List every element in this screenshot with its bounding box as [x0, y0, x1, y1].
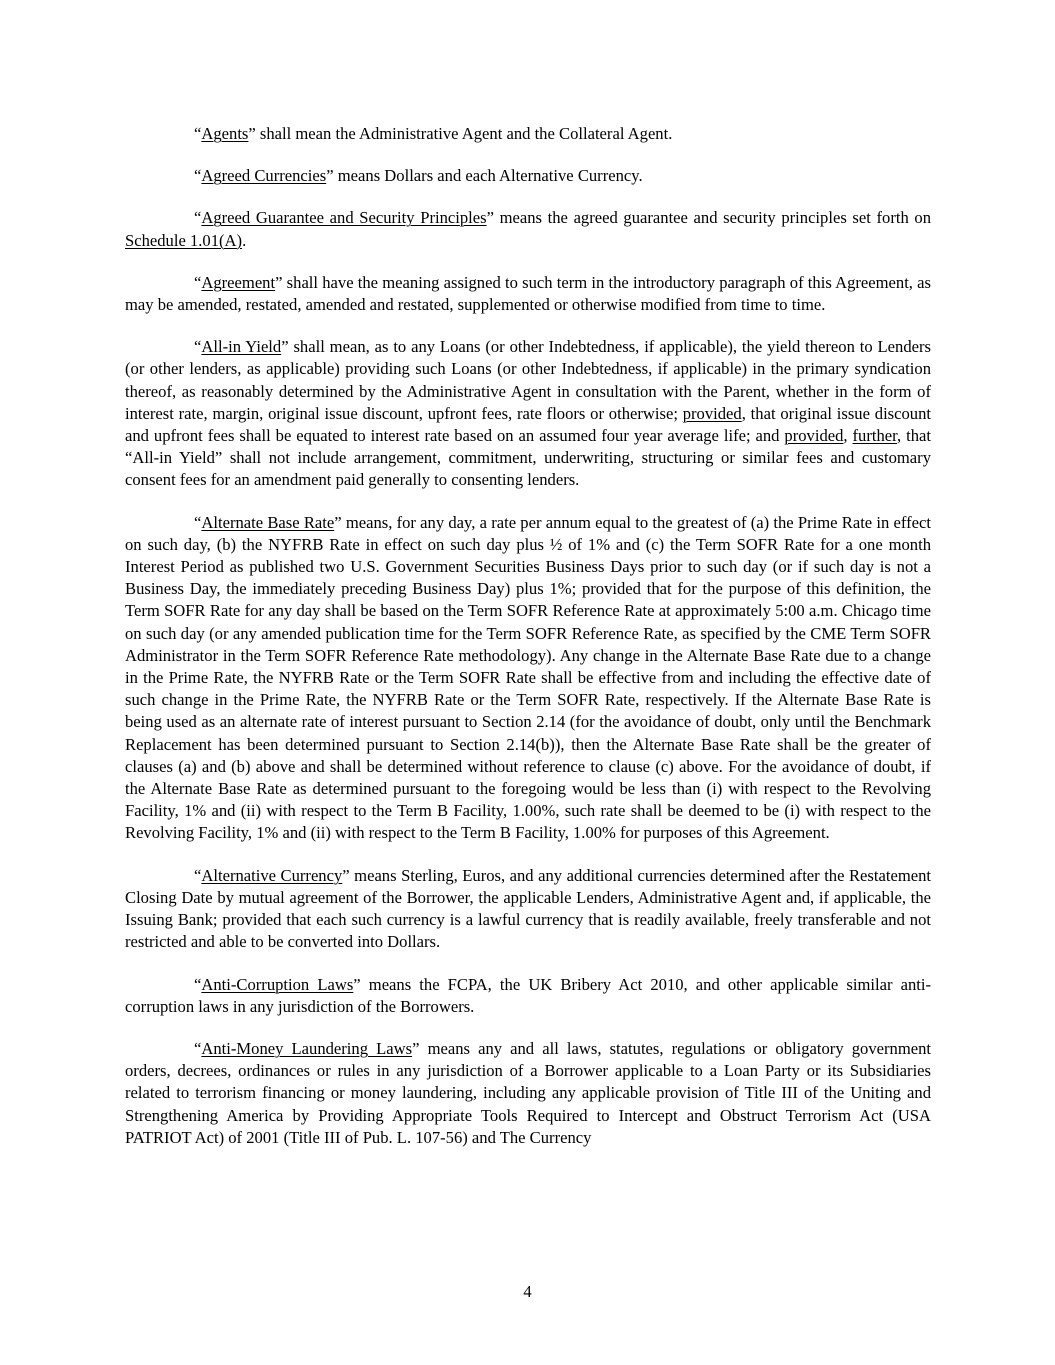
page-number: 4 [523, 1282, 532, 1301]
open-quote: “ [194, 512, 202, 532]
definition-text: means the FCPA, the UK Bribery Act 2010, and other applicable similar anti-corruption laws in any jurisdiction of the Borrowers. [125, 974, 932, 1016]
open-quote: “ [194, 974, 202, 994]
open-quote: “ [194, 865, 202, 885]
defined-term: Agreed Guarantee and Security Principles [201, 208, 487, 228]
definition-text: shall mean, as to any Loans (or other Indebtedness, if applicable), the yield thereon to Lenders (or other lenders, as applicable) providing such Loans (or other Indebtedness, if applicable) in the primary syndication thereof, as reasonably determined by the Administrative Agent in consultation with the Parent, whether in the form of interest rate, margin, original issue discount, upfront fees, rate floors or otherwise; [125, 337, 931, 423]
definition-text: shall mean the Administrative Agent and the Collateral Agent. [255, 124, 673, 143]
definition-agreed-guarantee [125, 207, 931, 251]
defined-term: Anti-Corruption Laws [201, 974, 354, 994]
close-quote: ” [412, 1038, 420, 1058]
open-quote: “ [194, 272, 202, 292]
further-term: further [852, 426, 898, 446]
definition-agreement [125, 272, 931, 316]
definition-text: means any and all laws, statutes, regulations or obligatory government orders, decrees, ordinances or rules in any jurisdiction of a Borrower applicable to a Loan Party or its Subsidiaries related to terrorism financing or money laundering, including any applicable provision of Title III of the Uniting and Strengthening America by Providing Appropriate Tools Required to Intercept and Obstruct Terrorism Act (USA PATRIOT Act) of 2001 (Title III of Pub. L. 107-56) and The Currency [125, 1038, 931, 1147]
open-quote: “ [194, 1038, 202, 1058]
close-quote: ” [248, 124, 256, 143]
close-quote: ” [486, 208, 494, 228]
defined-term: Alternate Base Rate [201, 512, 335, 532]
close-quote: ” [342, 865, 350, 885]
provided-term-2: provided [784, 426, 844, 446]
definition-text: means the agreed guarantee and security principles set forth on [493, 208, 931, 228]
definition-text: means Sterling, Euros, and any additional currencies determined after the Restatement Closing Date by mutual agreement of the Borrower, the applicable Lenders, Administrative Agent and, if applicable, the Issuing Bank; provided that each such currency is a lawful currency that is readily available, freely transferable and not restricted and able to be converted into Dollars. [125, 865, 932, 952]
definition-anti-corruption-laws [125, 974, 931, 1018]
defined-term: Agreement [201, 272, 276, 292]
defined-term: Anti-Money Laundering Laws [201, 1038, 413, 1058]
open-quote: “ [194, 166, 202, 186]
definition-text-2: , that original issue discount and upfront fees shall be equated to interest rate based on an assumed four year average life; and [125, 403, 931, 446]
close-quote: ” [353, 974, 361, 994]
definition-agreed-currencies [125, 165, 931, 187]
close-quote: ” [275, 272, 283, 292]
document-page [125, 123, 931, 1169]
definition-all-in-yield [125, 336, 931, 491]
definition-agents [125, 123, 931, 145]
open-quote: “ [194, 124, 202, 143]
defined-term: Agents [201, 124, 249, 143]
open-quote: “ [194, 208, 202, 228]
definition-text: means, for any day, a rate per annum equal to the greatest of (a) the Prime Rate in effect on such day, (b) the NYFRB Rate in effect on such day plus ½ of 1% and (c) the Term SOFR Rate for a one month Interest Period as published two U.S. Government Securities Business Days prior to such day (or if such day is not a Business Day, the immediately preceding Business Day) plus 1%; provided that for the purpose of this definition, the Term SOFR Rate for any day shall be based on the Term SOFR Reference Rate at approximately 5:00 a.m. Chicago time on such day (or any amended publication time for the Term SOFR Reference Rate, as specified by the CME Term SOFR Administrator in the Term SOFR Reference Rate methodology). Any change in the Alternate Base Rate due to a change in the Prime Rate, the NYFRB Rate or the Term SOFR Rate shall be effective from and including the effective date of such change in the Prime Rate, the NYFRB Rate or the Term SOFR Rate, respectively. If the Alternate Base Rate is being used as an alternate rate of interest pursuant to Section 2.14 (for the avoidance of doubt, only until the Benchmark Replacement has been determined pursuant to Section 2.14(b)), then the Alternate Base Rate shall be the greater of clauses (a) and (b) above and shall be determined without reference to clause (c) above. For the avoidance of doubt, if the Alternate Base Rate as determined pursuant to the foregoing would be less than (i) with respect to the Revolving Facility, 1% and (ii) with respect to the Term B Facility, 1.00%, such rate shall be deemed to be (i) with respect to the Revolving Facility, 1% and (ii) with respect to the Term B Facility, 1.00% for purposes of this Agreement. [125, 512, 931, 843]
defined-term: All-in Yield [201, 337, 282, 357]
definition-anti-money-laundering-laws [125, 1038, 931, 1149]
provided-term: provided [682, 403, 742, 423]
defined-term: Agreed Currencies [201, 166, 327, 186]
defined-term: Alternative Currency [201, 865, 343, 885]
schedule-reference: Schedule 1.01(A) [125, 230, 243, 250]
definition-text: means Dollars and each Alternative Currency. [333, 166, 643, 186]
open-quote: “ [194, 337, 202, 357]
definition-alternative-currency [125, 865, 931, 954]
close-quote: ” [326, 166, 334, 186]
definition-alternate-base-rate [125, 512, 931, 845]
definition-tail: . [242, 230, 247, 250]
definition-text: shall have the meaning assigned to such term in the introductory paragraph of this Agreement, as may be amended, restated, amended and restated, supplemented or otherwise modified from time to time. [125, 272, 931, 315]
definition-text-3: , that “All-in Yield” shall not include arrangement, commitment, underwriting, structuring or similar fees and customary consent fees for an amendment paid generally to consenting lenders. [125, 426, 931, 490]
close-quote: ” [281, 337, 289, 357]
close-quote: ” [334, 512, 342, 532]
comma: , [843, 426, 853, 446]
